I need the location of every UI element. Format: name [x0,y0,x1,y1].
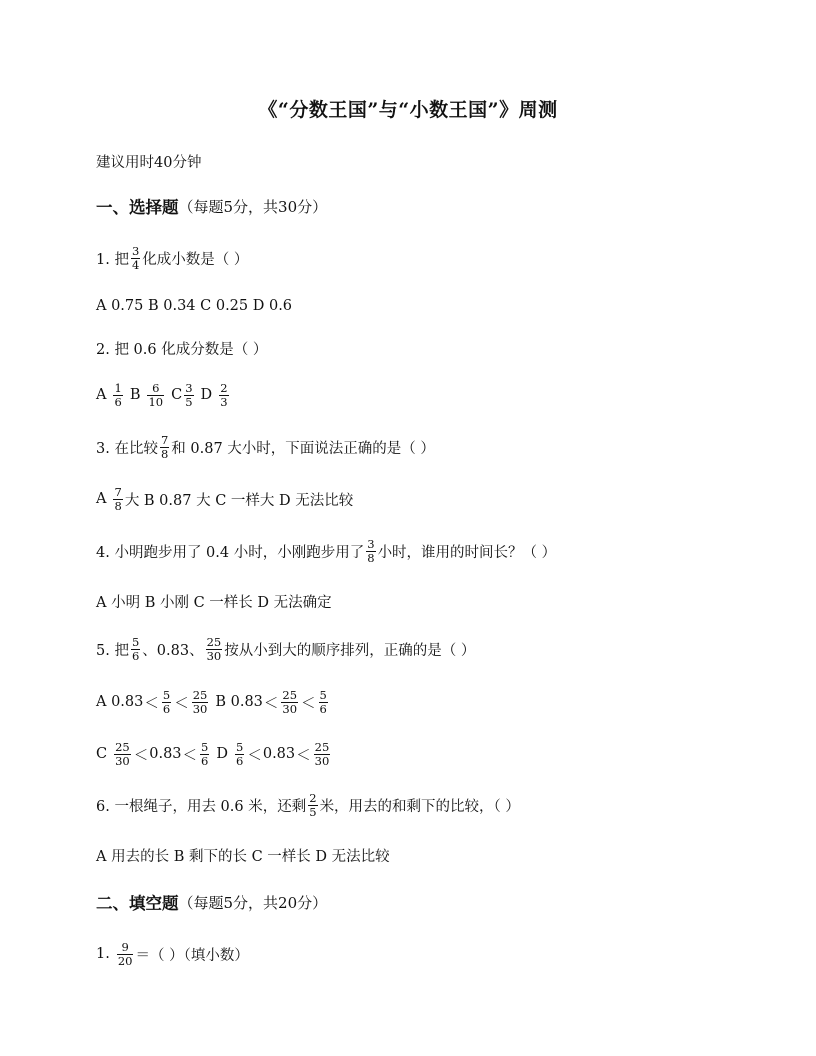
numerator: 25 [314,740,330,755]
numerator: 3 [185,381,193,396]
numerator: 2 [309,791,317,806]
question-5-options-cd [96,737,332,771]
question-text: 4. 小明跑步用了 0.4 小时，小刚跑步用了 [96,544,365,561]
option-label: A [96,387,107,403]
less-than-sign: ＜ [263,695,279,712]
fill-question-1 [96,937,249,971]
question-text: 1. [96,946,110,962]
question-6 [96,788,520,822]
denominator: 8 [114,498,122,513]
denominator: 20 [117,953,133,968]
denominator: 6 [201,753,209,768]
numerator: 7 [114,485,122,500]
section-heading-choice [96,189,327,223]
question-text: 小时，谁用的时间长？（ ） [377,544,557,561]
section-title: 二、填空题 [96,894,179,913]
numerator: 25 [282,688,298,703]
fraction [235,741,244,766]
numerator: 5 [162,688,171,703]
question-5 [96,632,475,666]
numerator: 5 [201,740,209,755]
denominator: 5 [185,394,193,409]
option-label: B [129,387,141,403]
option-text: 0.83 [262,746,296,762]
denominator: 30 [192,701,208,716]
numerator: 25 [192,688,208,703]
fraction [114,741,131,766]
question-text: 1. 把 [96,251,129,268]
option-label: C [96,746,108,762]
numerator: 7 [160,433,169,448]
numerator: 25 [206,635,222,650]
fraction [192,689,209,714]
numerator: 2 [220,381,228,396]
numerator: 1 [114,381,122,396]
denominator: 30 [206,648,222,663]
fraction [160,434,169,459]
numerator: 5 [131,635,140,650]
question-5-options-ab [96,685,330,719]
fraction [131,245,140,270]
option-label: D [200,387,213,403]
numerator: 25 [115,740,130,755]
option-text: B 0.83 [215,694,263,710]
suggested-time: 建议用时40分钟 [96,154,202,171]
question-text: 按从小到大的顺序排列，正确的是（ ） [224,642,476,659]
less-than-sign: ＜ [182,747,198,764]
question-text: 6. 一根绳子，用去 0.6 米，还剩 [96,798,307,815]
fraction [131,636,140,661]
question-text: 5. 把 [96,642,129,659]
question-text: 3. 在比较 [96,440,158,457]
option-label: D [216,746,229,762]
numerator: 6 [152,381,160,396]
section-note: （每题5分，共30分） [178,197,328,216]
question-6-options: A 用去的长 B 剩下的长 C 一样长 D 无法比较 [96,848,390,865]
fraction [200,741,209,766]
denominator: 30 [282,701,298,716]
fraction [162,689,171,714]
fraction [184,382,193,407]
fraction [308,792,317,817]
numerator: 5 [319,688,327,703]
question-4-options: A 小明 B 小刚 C 一样长 D 无法确定 [96,594,332,611]
denominator: 8 [367,550,375,565]
denominator: 30 [115,753,130,768]
question-1-options: A 0.75 B 0.34 C 0.25 D 0.6 [96,298,293,314]
question-text: 米，用去的和剩下的比较，（ ） [319,798,520,815]
option-text: 0.83 [149,746,182,762]
question-text: 化成小数是（ ） [142,251,249,268]
less-than-sign: ＜ [133,747,149,764]
fraction [281,689,298,714]
numerator: 3 [131,244,140,259]
page-title: 《“分数王国”与“小数王国”》周测 [258,99,558,121]
fraction [219,382,228,407]
section-heading-fill [96,885,327,919]
option-label: A [96,491,107,507]
less-than-sign: ＜ [247,747,262,764]
fraction [319,689,328,714]
denominator: 4 [131,257,140,272]
question-text: ＝（ ）（填小数） [135,947,249,964]
numerator: 5 [236,740,244,755]
denominator: 8 [160,446,169,461]
question-3 [96,430,435,464]
denominator: 6 [236,753,244,768]
less-than-sign: ＜ [296,747,311,764]
option-text: 大 B 0.87 大 C 一样大 D 无法比较 [124,492,354,509]
denominator: 10 [148,394,164,409]
fraction [113,486,122,511]
numerator: 3 [367,537,375,552]
fraction [113,382,122,407]
fraction [147,382,164,407]
question-1 [96,241,248,275]
fraction [117,941,134,966]
numerator: 9 [121,940,129,955]
less-than-sign: ＜ [301,695,316,712]
section-title: 一、选择题 [96,198,179,217]
denominator: 6 [131,648,140,663]
denominator: 30 [314,753,330,768]
less-than-sign: ＜ [174,695,189,712]
less-than-sign: ＜ [144,695,159,712]
question-3-options [96,482,353,516]
option-label: C [171,387,183,403]
question-text: 和 0.87 大小时，下面说法正确的是（ ） [171,440,435,457]
denominator: 5 [309,804,317,819]
fraction [314,741,331,766]
denominator: 6 [319,701,327,716]
question-2: 2. 把 0.6 化成分数是（ ） [96,341,268,358]
fraction [366,538,375,563]
question-text: 、0.83、 [142,642,204,659]
denominator: 6 [114,394,122,409]
denominator: 3 [220,394,228,409]
question-4 [96,534,556,568]
denominator: 6 [162,701,171,716]
question-2-options [96,378,231,412]
fraction [206,636,223,661]
option-text: A 0.83 [96,694,144,710]
section-note: （每题5分，共20分） [178,893,328,912]
